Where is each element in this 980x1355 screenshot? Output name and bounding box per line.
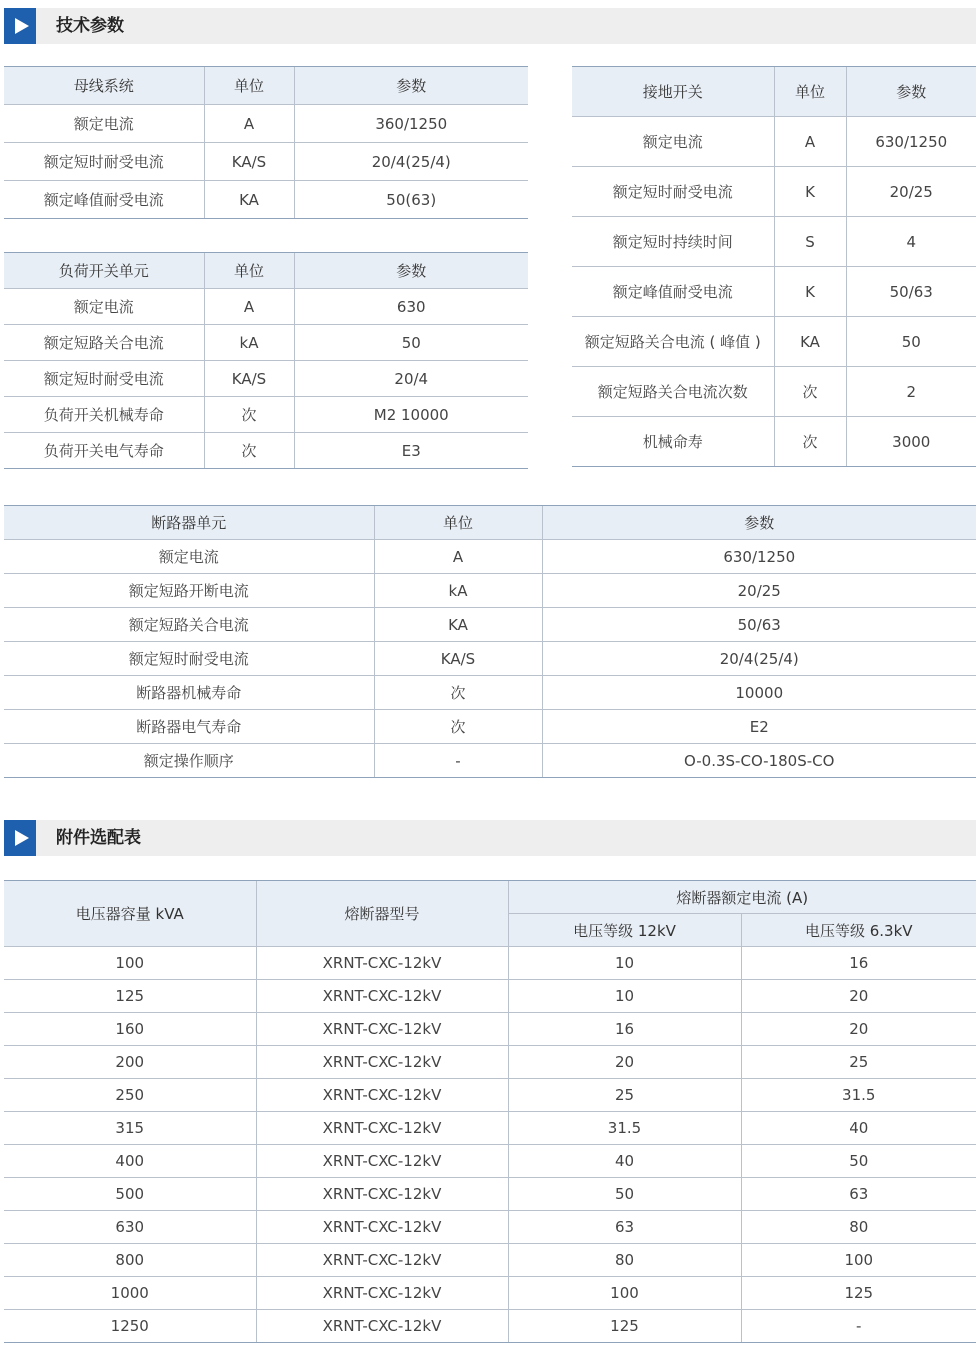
capacity-cell: 200 <box>4 1046 256 1079</box>
play-arrow-icon <box>4 8 36 44</box>
table-header: 参数 <box>294 67 528 105</box>
table-row <box>4 574 976 608</box>
param-unit: 次 <box>774 367 846 417</box>
param-name: 额定短时耐受电流 <box>4 642 374 676</box>
table-row <box>572 167 976 217</box>
param-unit: KA <box>374 608 542 642</box>
param-name: 额定电流 <box>4 289 204 325</box>
model-cell: XRNT-CXC-12kV <box>256 1112 508 1145</box>
current-63kv-cell: 20 <box>741 1013 976 1046</box>
capacity-cell: 250 <box>4 1079 256 1112</box>
current-63kv-cell: - <box>741 1310 976 1343</box>
param-unit: KA <box>204 181 294 219</box>
param-unit: K <box>774 267 846 317</box>
table-row <box>4 105 528 143</box>
param-unit: S <box>774 217 846 267</box>
table-header: 单位 <box>204 67 294 105</box>
current-12kv-cell: 31.5 <box>508 1112 741 1145</box>
model-cell: XRNT-CXC-12kV <box>256 1079 508 1112</box>
param-name: 额定短时耐受电流 <box>4 143 204 181</box>
param-name: 额定短路关合电流 ( 峰值 ) <box>572 317 774 367</box>
table-row <box>4 1112 976 1145</box>
param-value: 20/4(25/4) <box>542 642 976 676</box>
param-name: 负荷开关电气寿命 <box>4 433 204 469</box>
param-name: 额定电流 <box>572 117 774 167</box>
param-unit: kA <box>374 574 542 608</box>
param-value: 360/1250 <box>294 105 528 143</box>
current-63kv-cell: 100 <box>741 1244 976 1277</box>
table-row <box>4 1310 976 1343</box>
table-header: 参数 <box>294 253 528 289</box>
capacity-cell: 500 <box>4 1178 256 1211</box>
table-row <box>4 1079 976 1112</box>
table-row <box>4 1046 976 1079</box>
param-value: M2 10000 <box>294 397 528 433</box>
param-unit: KA/S <box>374 642 542 676</box>
table-row <box>572 367 976 417</box>
table-row <box>572 217 976 267</box>
table-row <box>4 1013 976 1046</box>
table-row <box>4 1277 976 1310</box>
table-row <box>4 1244 976 1277</box>
table-row <box>4 980 976 1013</box>
param-unit: 次 <box>774 417 846 467</box>
param-value: 20/4 <box>294 361 528 397</box>
play-arrow-icon <box>4 820 36 856</box>
breaker-table <box>4 505 976 778</box>
param-name: 额定峰值耐受电流 <box>572 267 774 317</box>
model-cell: XRNT-CXC-12kV <box>256 1013 508 1046</box>
param-name: 额定操作顺序 <box>4 744 374 778</box>
table-row <box>4 325 528 361</box>
table-row <box>4 361 528 397</box>
param-value: 3000 <box>846 417 976 467</box>
param-value: 630/1250 <box>846 117 976 167</box>
model-cell: XRNT-CXC-12kV <box>256 1277 508 1310</box>
param-value: 50 <box>846 317 976 367</box>
param-unit: A <box>774 117 846 167</box>
table-row <box>4 1145 976 1178</box>
table-header: 母线系统 <box>4 67 204 105</box>
table-row <box>4 1211 976 1244</box>
model-cell: XRNT-CXC-12kV <box>256 1145 508 1178</box>
table-row <box>4 1178 976 1211</box>
param-unit: 次 <box>204 433 294 469</box>
param-name: 额定电流 <box>4 105 204 143</box>
capacity-cell: 100 <box>4 947 256 980</box>
table-header: 参数 <box>542 506 976 540</box>
param-unit: KA/S <box>204 361 294 397</box>
param-value: 2 <box>846 367 976 417</box>
table-row <box>4 642 976 676</box>
param-name: 额定电流 <box>4 540 374 574</box>
current-12kv-cell: 80 <box>508 1244 741 1277</box>
param-value: O-0.3S-CO-180S-CO <box>542 744 976 778</box>
current-63kv-cell: 63 <box>741 1178 976 1211</box>
table-header: 熔断器型号 <box>256 881 508 947</box>
param-value: 20/25 <box>542 574 976 608</box>
param-value: 630/1250 <box>542 540 976 574</box>
param-unit: kA <box>204 325 294 361</box>
current-63kv-cell: 125 <box>741 1277 976 1310</box>
model-cell: XRNT-CXC-12kV <box>256 947 508 980</box>
table-row <box>4 540 976 574</box>
param-name: 机械命寿 <box>572 417 774 467</box>
param-value: 20/4(25/4) <box>294 143 528 181</box>
param-unit: KA <box>774 317 846 367</box>
table-row <box>572 317 976 367</box>
param-value: 50/63 <box>846 267 976 317</box>
capacity-cell: 630 <box>4 1211 256 1244</box>
busbar-table <box>4 66 528 219</box>
table-header: 接地开关 <box>572 67 774 117</box>
capacity-cell: 800 <box>4 1244 256 1277</box>
param-unit: - <box>374 744 542 778</box>
table-header: 断路器单元 <box>4 506 374 540</box>
table-header: 熔断器额定电流 (A) <box>508 881 976 914</box>
param-unit: 次 <box>204 397 294 433</box>
param-value: 630 <box>294 289 528 325</box>
current-12kv-cell: 40 <box>508 1145 741 1178</box>
param-name: 额定短路关合电流次数 <box>572 367 774 417</box>
table-row <box>4 608 976 642</box>
model-cell: XRNT-CXC-12kV <box>256 1211 508 1244</box>
table-header: 电压器容量 kVA <box>4 881 256 947</box>
table-row <box>4 744 976 778</box>
current-12kv-cell: 20 <box>508 1046 741 1079</box>
current-63kv-cell: 50 <box>741 1145 976 1178</box>
param-value: 4 <box>846 217 976 267</box>
param-name: 额定短路关合电流 <box>4 608 374 642</box>
current-12kv-cell: 25 <box>508 1079 741 1112</box>
param-name: 额定短路开断电流 <box>4 574 374 608</box>
capacity-cell: 1250 <box>4 1310 256 1343</box>
current-12kv-cell: 10 <box>508 980 741 1013</box>
param-value: 50/63 <box>542 608 976 642</box>
current-63kv-cell: 40 <box>741 1112 976 1145</box>
param-unit: A <box>374 540 542 574</box>
param-unit: 次 <box>374 676 542 710</box>
accessory-title: 附件选配表 <box>56 828 141 848</box>
param-name: 额定短路关合电流 <box>4 325 204 361</box>
table-header: 单位 <box>374 506 542 540</box>
table-row <box>4 181 528 219</box>
capacity-cell: 1000 <box>4 1277 256 1310</box>
current-63kv-cell: 80 <box>741 1211 976 1244</box>
param-unit: 次 <box>374 710 542 744</box>
model-cell: XRNT-CXC-12kV <box>256 1046 508 1079</box>
tech-params-header <box>4 8 976 44</box>
model-cell: XRNT-CXC-12kV <box>256 1244 508 1277</box>
param-name: 额定短时耐受电流 <box>572 167 774 217</box>
capacity-cell: 315 <box>4 1112 256 1145</box>
table-row <box>4 710 976 744</box>
current-12kv-cell: 50 <box>508 1178 741 1211</box>
param-unit: KA/S <box>204 143 294 181</box>
param-name: 额定短时耐受电流 <box>4 361 204 397</box>
param-value: E2 <box>542 710 976 744</box>
fuse-selection-table <box>4 880 976 1343</box>
capacity-cell: 125 <box>4 980 256 1013</box>
table-header: 单位 <box>774 67 846 117</box>
table-row <box>4 143 528 181</box>
model-cell: XRNT-CXC-12kV <box>256 980 508 1013</box>
tech-params-title: 技术参数 <box>56 16 124 36</box>
param-value: E3 <box>294 433 528 469</box>
table-row <box>4 676 976 710</box>
table-row <box>4 289 528 325</box>
param-unit: A <box>204 289 294 325</box>
param-value: 50 <box>294 325 528 361</box>
current-12kv-cell: 125 <box>508 1310 741 1343</box>
accessory-header <box>4 820 976 856</box>
param-value: 20/25 <box>846 167 976 217</box>
current-63kv-cell: 25 <box>741 1046 976 1079</box>
table-header: 负荷开关单元 <box>4 253 204 289</box>
table-header: 电压等级 12kV <box>508 914 741 947</box>
table-row <box>572 267 976 317</box>
table-row <box>572 117 976 167</box>
param-unit: A <box>204 105 294 143</box>
table-header: 电压等级 6.3kV <box>741 914 976 947</box>
table-header: 单位 <box>204 253 294 289</box>
capacity-cell: 400 <box>4 1145 256 1178</box>
param-name: 断路器机械寿命 <box>4 676 374 710</box>
earthing-switch-table <box>572 66 976 467</box>
load-switch-table <box>4 252 528 469</box>
param-value: 10000 <box>542 676 976 710</box>
param-value: 50(63) <box>294 181 528 219</box>
current-12kv-cell: 16 <box>508 1013 741 1046</box>
model-cell: XRNT-CXC-12kV <box>256 1178 508 1211</box>
capacity-cell: 160 <box>4 1013 256 1046</box>
param-name: 负荷开关机械寿命 <box>4 397 204 433</box>
current-12kv-cell: 100 <box>508 1277 741 1310</box>
table-header: 参数 <box>846 67 976 117</box>
param-unit: K <box>774 167 846 217</box>
table-row <box>4 433 528 469</box>
current-63kv-cell: 16 <box>741 947 976 980</box>
param-name: 额定峰值耐受电流 <box>4 181 204 219</box>
current-63kv-cell: 20 <box>741 980 976 1013</box>
table-row <box>4 397 528 433</box>
param-name: 断路器电气寿命 <box>4 710 374 744</box>
param-name: 额定短时持续时间 <box>572 217 774 267</box>
model-cell: XRNT-CXC-12kV <box>256 1310 508 1343</box>
current-63kv-cell: 31.5 <box>741 1079 976 1112</box>
current-12kv-cell: 10 <box>508 947 741 980</box>
table-row <box>572 417 976 467</box>
table-row <box>4 947 976 980</box>
current-12kv-cell: 63 <box>508 1211 741 1244</box>
